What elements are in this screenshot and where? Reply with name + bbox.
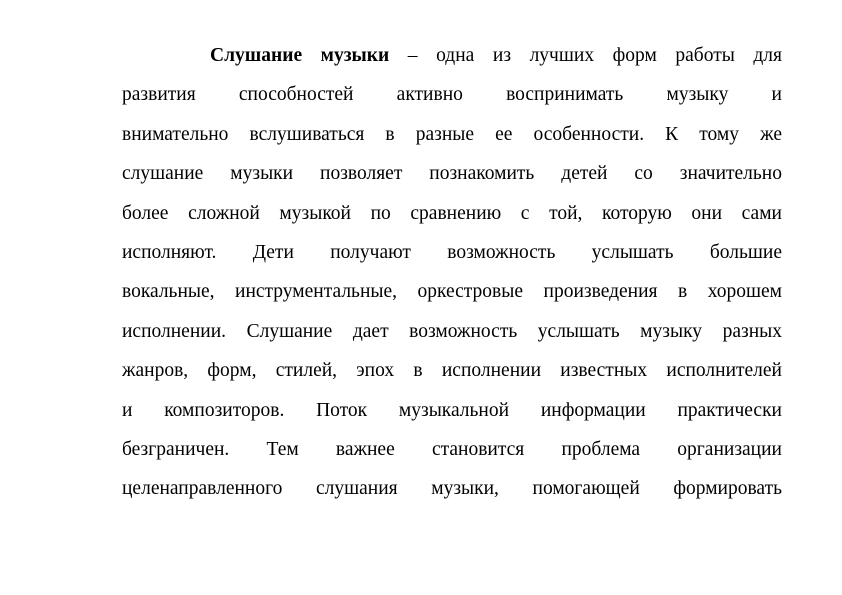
paragraph-line-4: слушание музыки позволяет познакомить детей со значительно (122, 163, 782, 185)
paragraph (122, 36, 782, 509)
paragraph-line-6: исполняют. Дети получают возможность услышать большие (122, 241, 782, 263)
paragraph-line-11: безграничен. Тем важнее становится проблема организации (122, 438, 782, 460)
lead-term: Слушание музыки (210, 45, 390, 66)
paragraph-line-1 (122, 36, 782, 75)
paragraph-line-12: целенаправленного слушания музыки, помогающей формировать (122, 478, 782, 500)
paragraph-line-9: жанров, форм, стилей, эпох в исполнении известных исполнителей (122, 360, 782, 382)
first-line-rest: – одна из лучших форм работы для (389, 45, 782, 66)
paragraph-line-8: исполнении. Слушание дает возможность услышать музыку разных (122, 320, 782, 342)
paragraph-line-2: развития способностей активно воспринимать музыку и (122, 84, 782, 106)
paragraph-line-10: и композиторов. Поток музыкальной информации практически (122, 399, 782, 421)
paragraph-line-3: внимательно вслушиваться в разные ее особенности. К тому же (122, 123, 782, 145)
paragraph-line-7: вокальные, инструментальные, оркестровые произведения в хорошем (122, 281, 782, 303)
paragraph-line-5: более сложной музыкой по сравнению с той, которую они сами (122, 202, 782, 224)
